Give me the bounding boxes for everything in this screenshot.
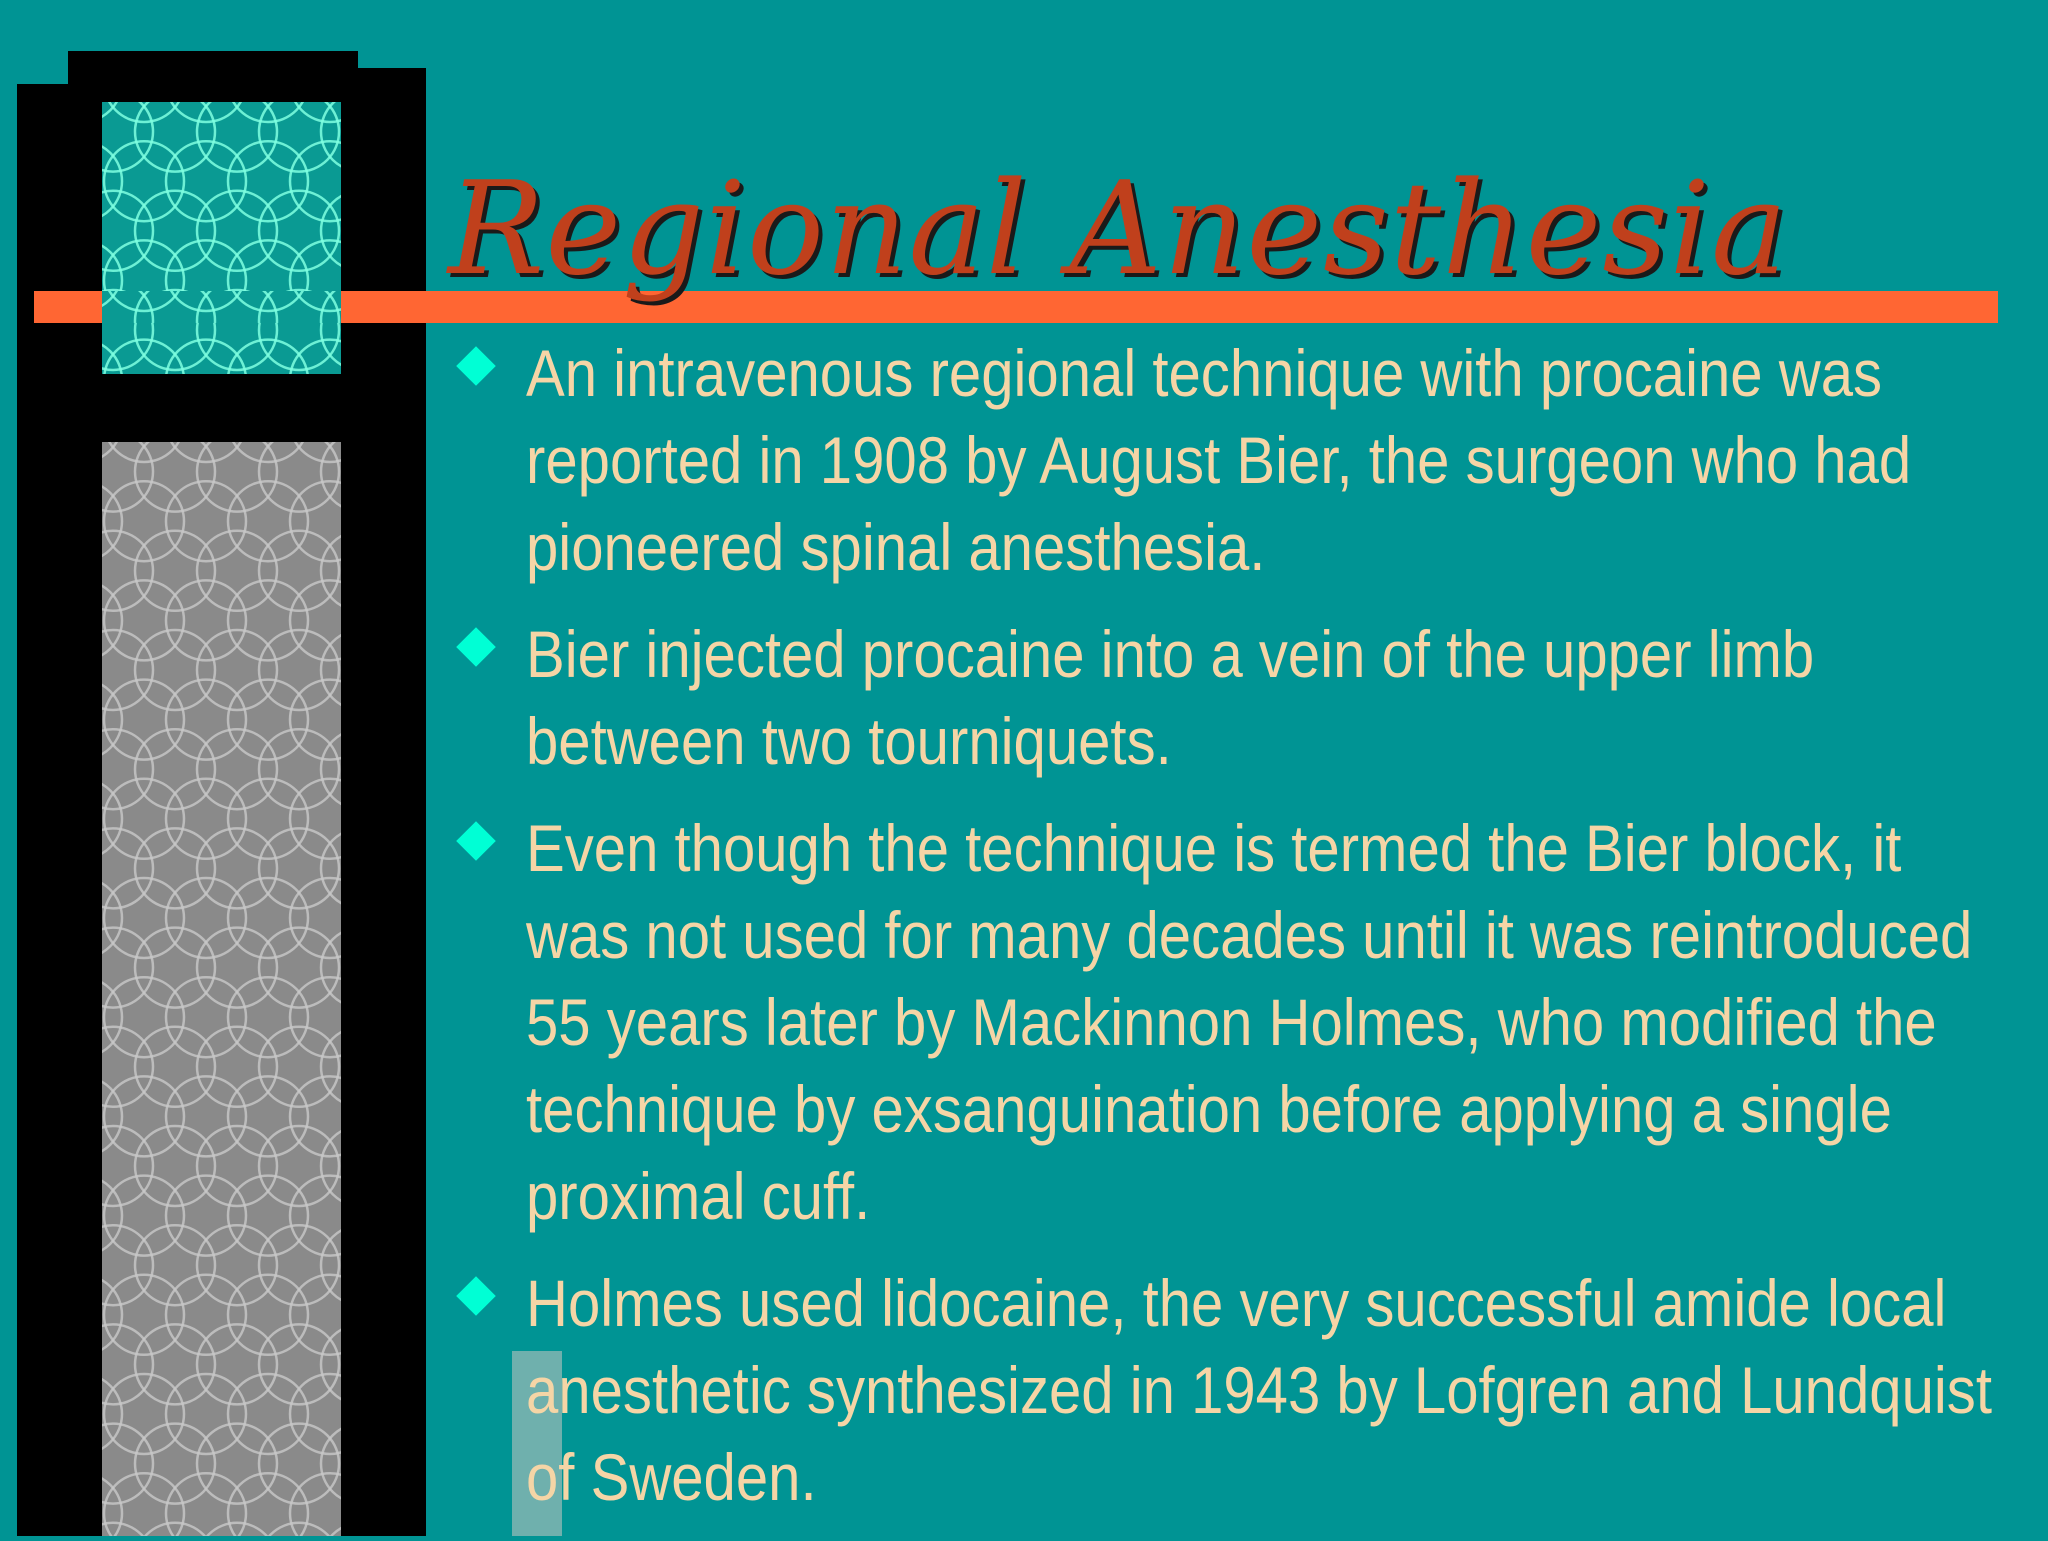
bullet-text: An intravenous regional technique with procaine was reported in 1908 by August Bier, the surgeon who had pioneered spinal anesthesia. [526,336,1912,584]
bullet-item [452,805,2012,1240]
gray-circle-pattern-tile [102,442,341,1536]
bullet-list [452,330,2012,1541]
diamond-bullet-icon [456,821,496,861]
teal-circle-pattern-tile [102,102,341,374]
diamond-bullet-icon [456,1276,496,1316]
bullet-item [452,1260,2012,1521]
teal-pattern-overlap [102,291,341,323]
bullet-item [452,330,2012,591]
diamond-bullet-icon [456,346,496,386]
bullet-text: Bier injected procaine into a vein of the upper limb between two tourniquets. [526,617,1815,778]
bullet-item [452,611,2012,785]
diamond-bullet-icon [456,627,496,667]
sidebar-black-block-right [340,68,426,108]
bullet-text: Even though the technique is termed the Bier block, it was not used for many decades until it was reintroduced 55 years later by Mackinnon Holmes, who modified the technique by exsanguination before applying a single proximal cuff. [526,811,1973,1233]
slide-title: Regional Anesthesia [448,155,1789,304]
bullet-text: Holmes used lidocaine, the very successful amide local anesthetic synthesized in 1943 by Lofgren and Lundquist of Sweden. [526,1266,1992,1514]
